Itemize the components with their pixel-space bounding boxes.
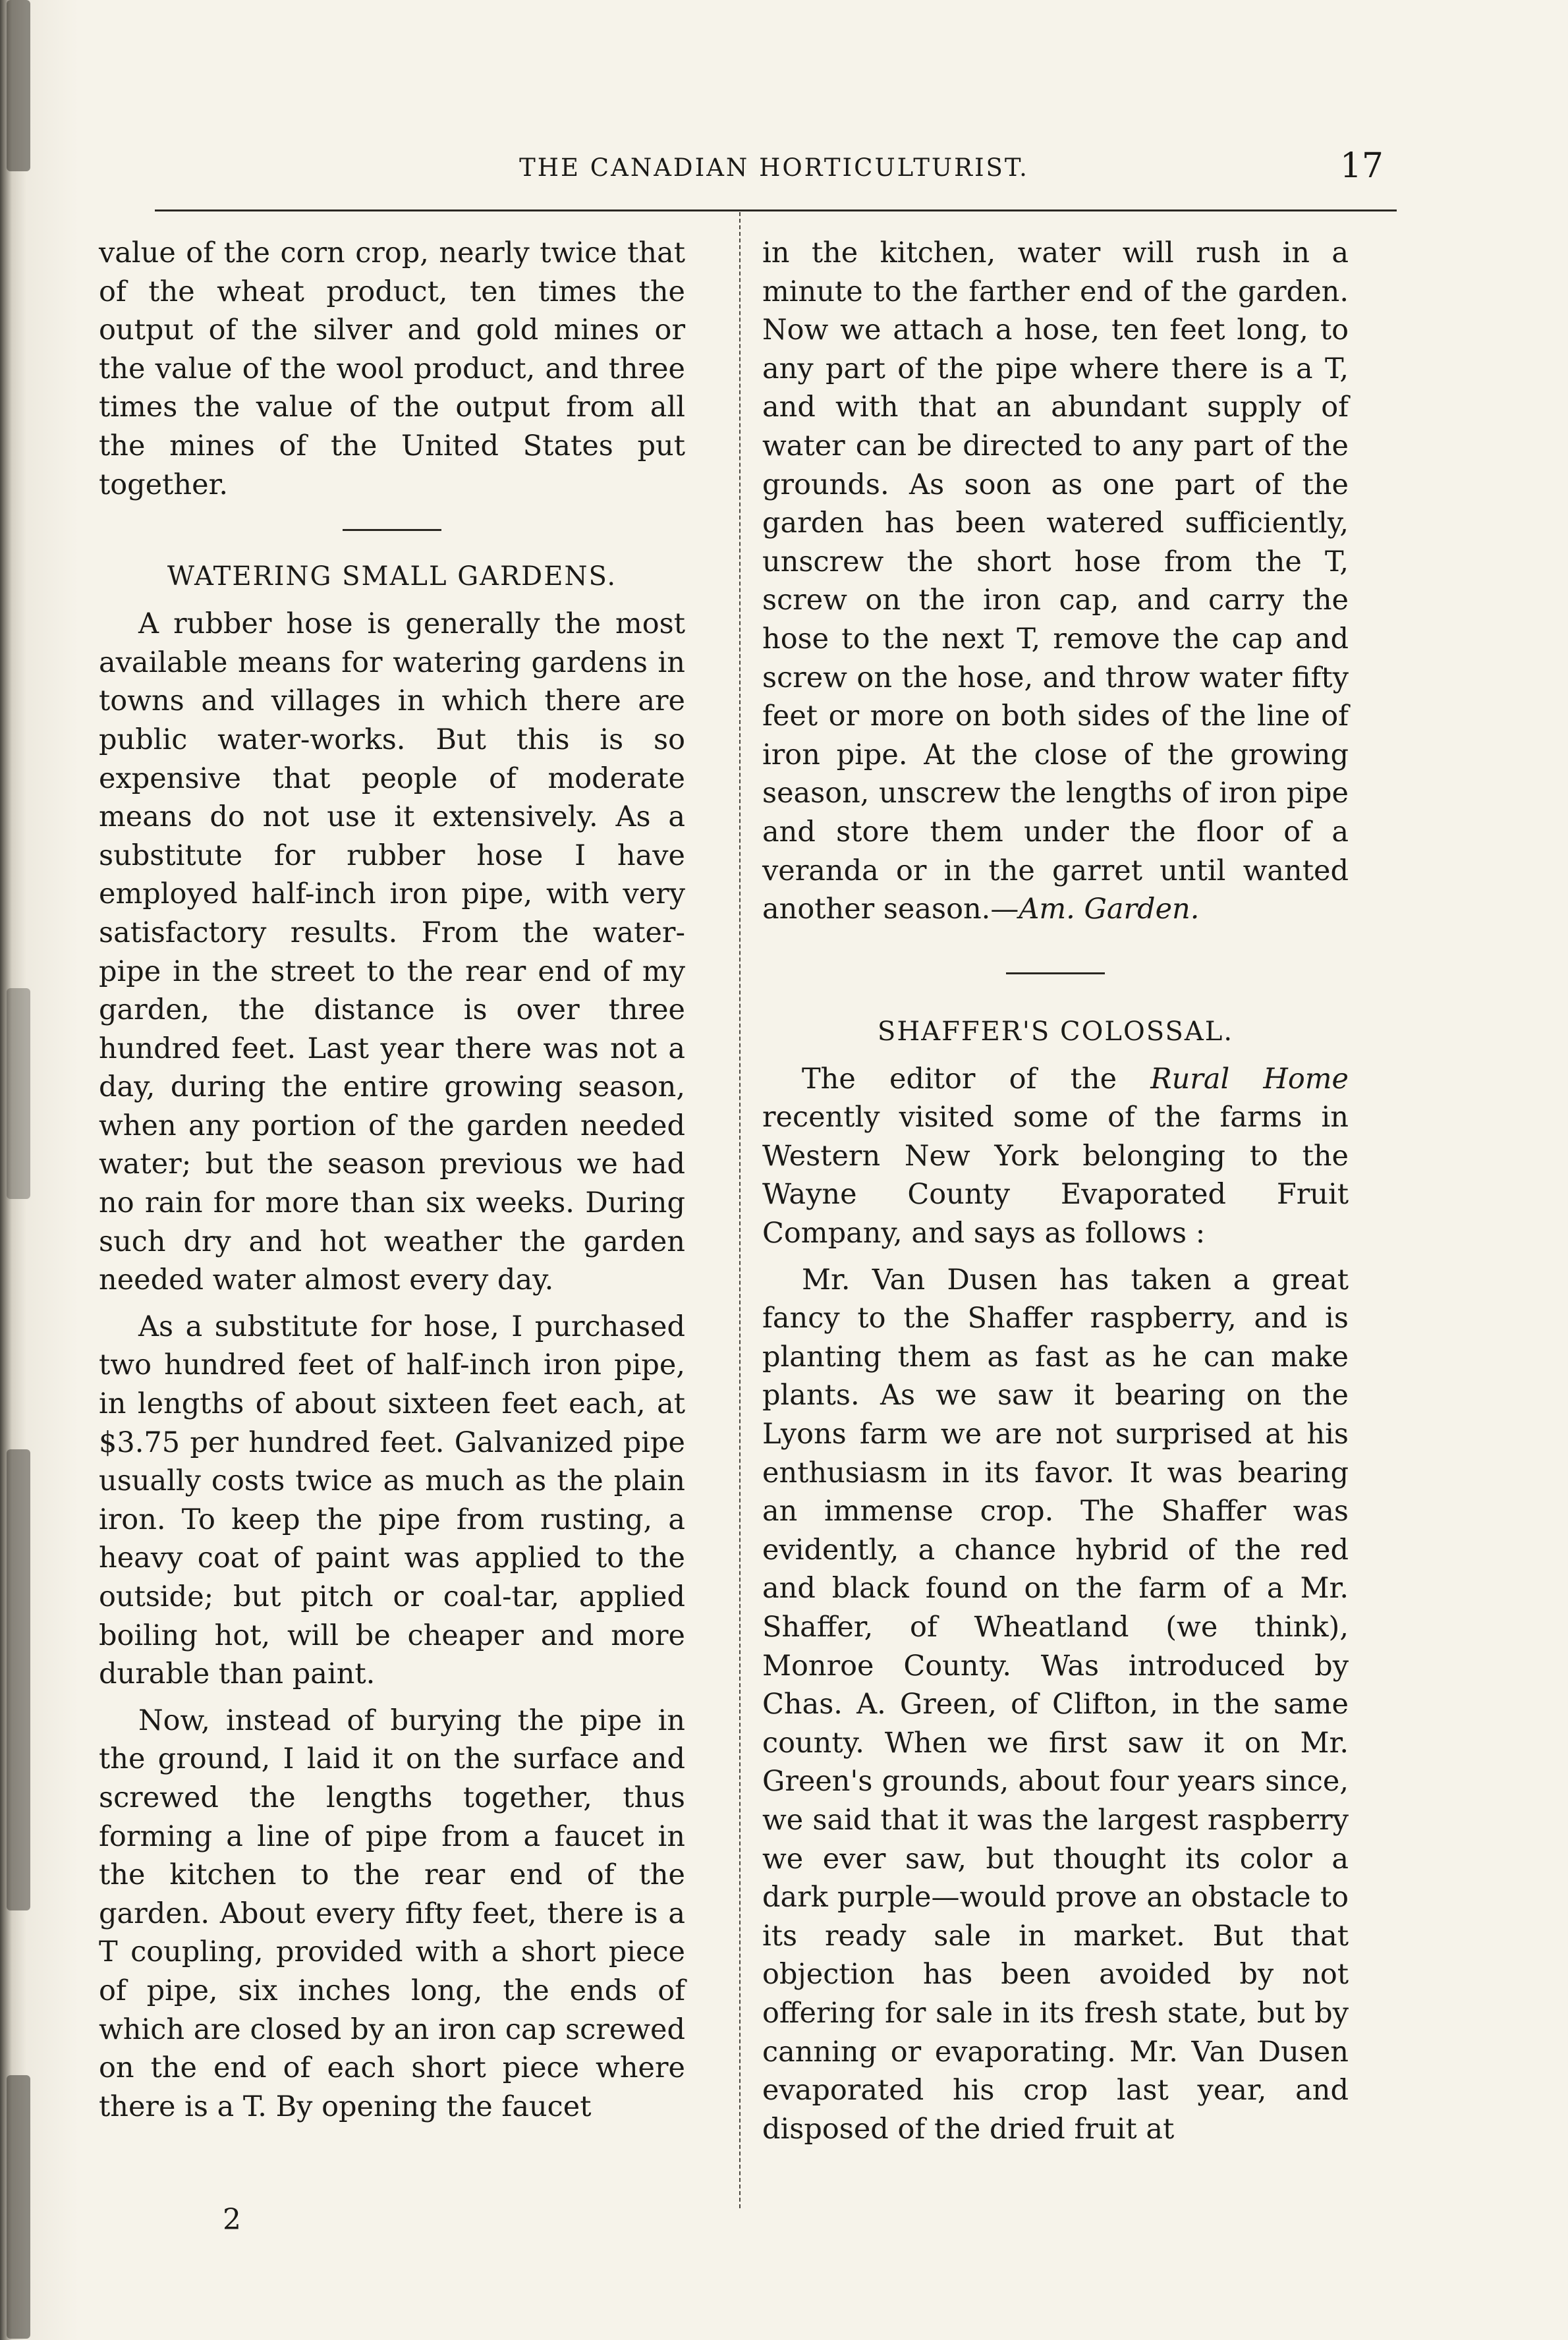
binding-shadow (7, 2075, 30, 2339)
article-paragraph: A rubber hose is generally the most available means for watering gardens in towns and villages in which there are public water-works. But this is so expensive that people of moderate means do not use it extensively. As a substitute for rubber hose I have employed half-inch iron pipe, with very satisfactory results. From the water-pipe in the street to the rear end of my garden, the distance is over three hundred feet. Last year there was not a day, during the entire growing season, when any portion of the garden needed water; but the season previous we had no rain for more than six weeks. During such dry and hot weather the garden needed water almost every day. (99, 607, 685, 1297)
binding-shadow (7, 0, 30, 171)
header-rule (155, 209, 1397, 211)
article-paragraph: Now, instead of burying the pipe in the ground, I laid it on the surface and screwed the lengths together, thus forming a line of pipe from a faucet in the kitchen to the rear end of the garden. About every fifty feet, there is a T coupling, provided with a short piece of pipe, six inches long, the ends of which are closed by an iron cap screwed on the end of each short piece where there is a T. By opening the faucet (99, 1704, 685, 2123)
article-heading: WATERING SMALL GARDENS. (167, 561, 617, 592)
section-rule (343, 529, 441, 531)
left-column (99, 234, 685, 2126)
intro-text: The editor of the (802, 1062, 1151, 1096)
binding-shadow (7, 988, 30, 1199)
continued-text: in the kitchen, water will rush in a minute to the farther end of the garden. Now we attach a hose, ten feet long, to any part of the pipe where there is a T, and with that an abundant supply of water can be directed to any part of the grounds. As soon as one part of the garden has been watered sufficiently, unscrew the short hose from the T, screw on the iron cap, and carry the hose to the next T, remove the cap and screw on the hose, and throw water fifty feet or more on both sides of the line of iron pipe. At the close of the growing season, unscrew the lengths of iron pipe and store them under the floor of a veranda or in the garret until wanted another season.— (762, 237, 1349, 926)
page-number: 17 (1339, 146, 1384, 186)
continued-paragraph: value of the corn crop, nearly twice that of the wheat product, ten times the output of the silver and gold mines or the value of the wool product, and three times the value of the output from all the mines of the United States put together. (99, 237, 685, 501)
article-paragraph: As a substitute for hose, I purchased two hundred feet of half-inch iron pipe, in lengths of about sixteen feet each, at $3.75 per hundred feet. Galvanized pipe usually costs twice as much as the plain iron. To keep the pipe from rusting, a heavy coat of paint was applied to the outside; but pitch or coal-tar, applied boiling hot, will be cheaper and more durable than paint. (99, 1310, 685, 1691)
column-divider (739, 212, 741, 2208)
right-column (762, 234, 1349, 2148)
article-paragraph: Mr. Van Dusen has taken a great fancy to the Shaffer raspberry, and is planting them as fast as he can make plants. As we saw it bearing on the Lyons farm we are not surprised at his enthusiasm in its favor. It was bearing an immense crop. The Shaffer was evidently, a chance hybrid of the red and black found on the farm of a Mr. Shaffer, of Wheatland (we think), Monroe County. Was introduced by Chas. A. Green, of Clifton, in the same county. When we first saw it on Mr. Green's grounds, about four years since, we said that it was the largest raspberry we ever saw, but thought its color a dark purple—would prove an obstacle to its ready sale in market. But that objection has been avoided by not offering for sale in its fresh state, but by canning or evaporating. Mr. Van Dusen evaporated his crop last year, and disposed of the dried fruit at (762, 1263, 1349, 2146)
section-rule (1006, 972, 1105, 974)
article-intro (762, 1060, 1349, 1253)
intro-text: recently visited some of the farms in Western New York belonging to the Wayne County Evaporated Fruit Company, and says as follows : (762, 1101, 1349, 1250)
continued-paragraph (762, 234, 1349, 929)
binding-shadow (7, 1449, 30, 1910)
source-credit: Am. Garden. (1019, 893, 1200, 926)
article-heading: SHAFFER'S COLOSSAL. (877, 1016, 1234, 1047)
page-header (152, 148, 1397, 194)
signature-mark: 2 (223, 2203, 241, 2237)
publication-title: Rural Home (1150, 1062, 1349, 1096)
running-title: THE CANADIAN HORTICULTURIST. (519, 153, 1029, 182)
